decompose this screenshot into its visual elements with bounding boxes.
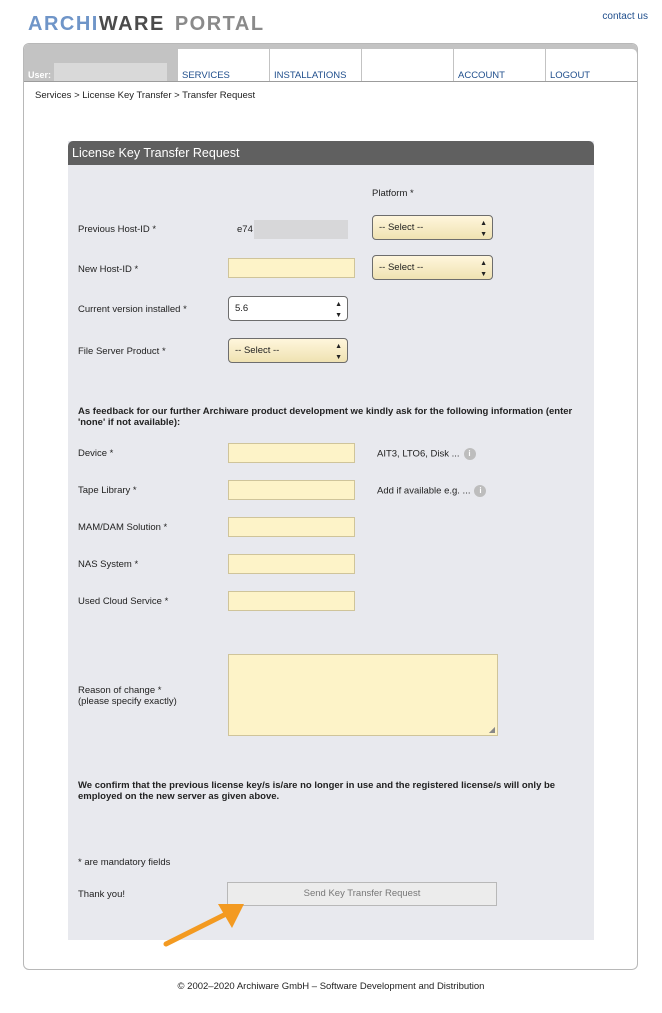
device-label: Device * [78, 448, 114, 459]
nav-account-label: ACCOUNT [458, 70, 505, 81]
device-input[interactable] [228, 443, 355, 463]
current-version-label: Current version installed * [78, 304, 187, 315]
breadcrumb: Services > License Key Transfer > Transfer Request [35, 90, 256, 101]
send-key-transfer-button[interactable]: Send Key Transfer Request [227, 882, 497, 906]
previous-host-id-value: e74 [237, 224, 253, 235]
previous-host-id-redacted [254, 220, 348, 239]
nav-services[interactable] [177, 49, 269, 81]
device-hint [377, 448, 476, 460]
platform-select-2[interactable] [372, 255, 493, 280]
file-server-product-select[interactable] [228, 338, 348, 363]
nas-system-label: NAS System * [78, 559, 139, 570]
new-host-id-label: New Host-ID * [78, 264, 139, 275]
device-hint-text: AIT3, LTO6, Disk ... [377, 448, 460, 460]
platform-label: Platform * [372, 188, 414, 199]
info-icon[interactable]: i [464, 448, 476, 460]
reason-label: Reason of change * [78, 685, 162, 696]
reason-sublabel: (please specify exactly) [78, 696, 177, 707]
archiware-logo [28, 13, 265, 36]
tape-library-label: Tape Library * [78, 485, 137, 496]
current-version-select[interactable] [228, 296, 348, 321]
tape-library-hint-text: Add if available e.g. ... [377, 485, 471, 497]
nav-logout[interactable] [545, 49, 637, 81]
orange-arrow-icon [160, 898, 250, 950]
platform-select-2-value: -- Select -- [379, 262, 424, 273]
select-arrows-icon: ▲ ▼ [480, 260, 487, 278]
nav-account[interactable] [453, 49, 545, 81]
select-arrows-icon: ▲ ▼ [335, 343, 342, 361]
current-version-value: 5.6 [235, 303, 249, 314]
tape-library-hint [377, 485, 486, 497]
reason-textarea[interactable] [228, 654, 498, 736]
platform-select-1-value: -- Select -- [379, 222, 424, 233]
nas-system-input[interactable] [228, 554, 355, 574]
new-host-id-input[interactable] [228, 258, 355, 278]
resize-grip-icon[interactable]: ◢ [488, 725, 495, 734]
tape-library-input[interactable] [228, 480, 355, 500]
nav-installations[interactable] [269, 49, 361, 81]
feedback-text: As feedback for our further Archiware product development we kindly ask for the following information (enter 'none' if not available): [78, 406, 573, 428]
logo-text-archi: ARCHI [28, 13, 99, 35]
nav-blank [361, 49, 453, 81]
file-server-product-value: -- Select -- [235, 345, 280, 356]
confirm-text: We confirm that the previous license key/s is/are no longer in use and the registered license/s will only be employed on the new server as given above. [78, 780, 556, 802]
user-name-redacted [54, 63, 167, 81]
mandatory-note: * are mandatory fields [78, 857, 171, 868]
nav-divider [24, 81, 637, 82]
logo-text-portal: PORTAL [174, 13, 265, 35]
contact-us-link[interactable]: contact us [602, 11, 648, 22]
portal-frame [23, 43, 638, 970]
arrow-shaft [166, 912, 230, 944]
top-navigation [24, 44, 637, 81]
panel-title: License Key Transfer Request [68, 141, 594, 165]
transfer-request-panel [68, 141, 594, 940]
logo-text-ware: WARE [98, 13, 165, 35]
mam-dam-input[interactable] [228, 517, 355, 537]
info-icon[interactable]: i [474, 485, 486, 497]
nav-logout-label: LOGOUT [550, 70, 591, 81]
user-label: User: [28, 70, 52, 80]
previous-host-id-label: Previous Host-ID * [78, 224, 157, 235]
file-server-product-label: File Server Product * [78, 346, 166, 357]
nav-services-label: SERVICES [182, 70, 230, 81]
cloud-service-input[interactable] [228, 591, 355, 611]
select-arrows-icon: ▲ ▼ [480, 220, 487, 238]
platform-select-1[interactable] [372, 215, 493, 240]
thank-you-text: Thank you! [78, 889, 125, 900]
nav-installations-label: INSTALLATIONS [274, 70, 347, 81]
select-arrows-icon: ▲ ▼ [335, 301, 342, 319]
mam-dam-label: MAM/DAM Solution * [78, 522, 168, 533]
footer-copyright: © 2002–2020 Archiware GmbH – Software Development and Distribution [177, 981, 485, 992]
cloud-service-label: Used Cloud Service * [78, 596, 169, 607]
